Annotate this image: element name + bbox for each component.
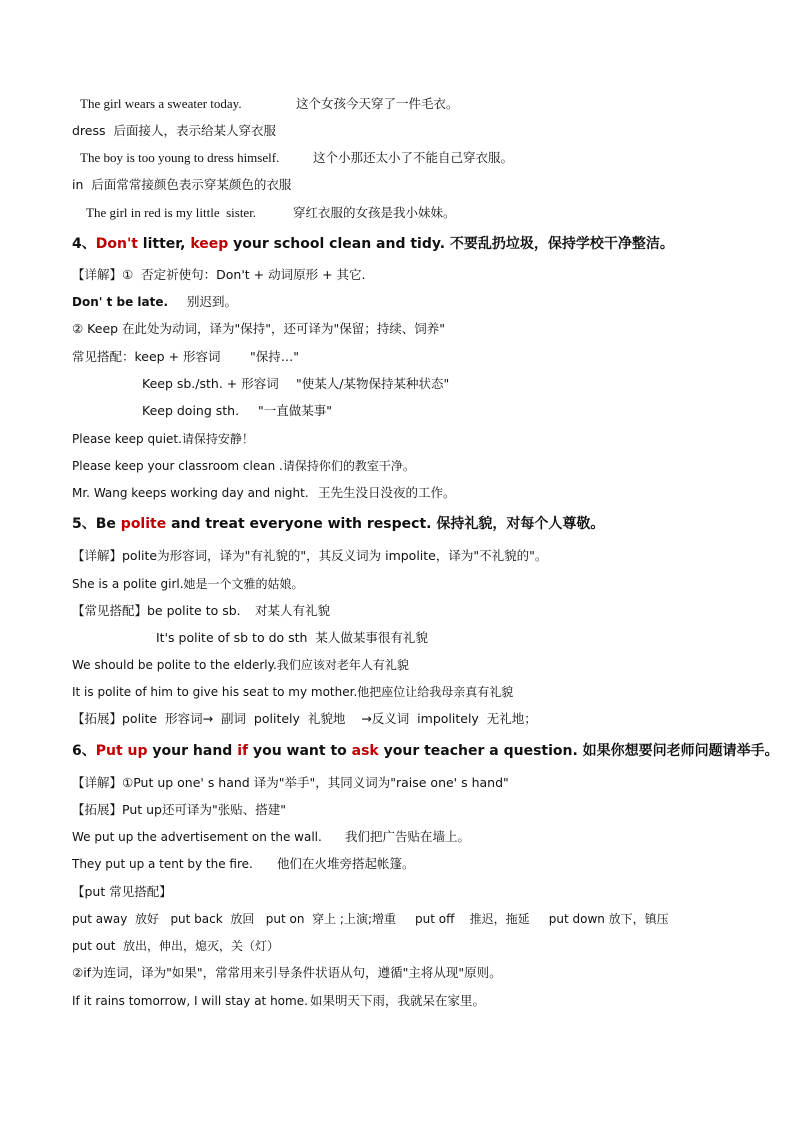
collocation-line: It's polite of sb to do sth 某人做某事很有礼貌 xyxy=(156,630,428,645)
subsection-title: 【put 常见搭配】 xyxy=(72,884,172,899)
collocation-meaning: "使某人/某物保持某种状态" xyxy=(296,376,450,391)
keyword-highlight: if xyxy=(237,743,249,759)
note-line: dress 后面接人，表示给某人穿衣服 xyxy=(72,123,276,138)
example-translation: 他们在火堆旁搭起帐篷。 xyxy=(277,856,415,871)
collocation-line: 常见搭配：keep + 形容词 xyxy=(72,349,221,364)
heading-number: 5、 xyxy=(72,516,96,532)
example-translation: 别迟到。 xyxy=(187,294,238,309)
example-english: The boy is too young to dress himself. xyxy=(80,150,280,165)
note-line: in 后面常常接颜色表示穿某颜色的衣服 xyxy=(72,177,292,192)
example-sentence: She is a polite girl.她是一个文雅的姑娘。 xyxy=(72,577,304,591)
collocation-meaning: "保持…" xyxy=(250,349,299,364)
heading-text: your hand xyxy=(147,743,238,759)
example-sentence: It is polite of him to give his seat to my mother.他把座位让给我母亲真有礼貌 xyxy=(72,685,514,699)
example-english: Don' t be late. xyxy=(72,295,169,309)
example-english: The girl wears a sweater today. xyxy=(80,96,242,111)
example-sentence xyxy=(80,95,242,113)
heading-text: and treat everyone with respect. 保持礼貌，对每个人尊敬。 xyxy=(166,516,605,532)
example-translation: 这个女孩今天穿了一件毛衣。 xyxy=(296,96,459,111)
detail-line: 【详解】① 否定祈使句：Don't + 动词原形 + 其它. xyxy=(72,267,366,282)
example-translation: 穿红衣服的女孩是我小妹妹。 xyxy=(293,205,456,220)
heading-text: Be xyxy=(95,516,121,532)
heading-number: 4、 xyxy=(72,236,96,252)
section-heading-6 xyxy=(72,742,779,760)
collocation-list: put away 放好 put back 放回 put on 穿上 ;上演;增重 put off 推迟，拖延 put down 放下，镇压 xyxy=(72,912,669,926)
example-english: Mr. Wang keeps working day and night. xyxy=(72,486,309,500)
example-translation: 我们把广告贴在墙上。 xyxy=(345,829,471,844)
keyword-highlight: polite xyxy=(120,516,167,532)
example-english: The girl in red is my little sister. xyxy=(86,205,257,220)
collocation-line: 【常见搭配】be polite to sb. xyxy=(72,603,241,618)
example-english: We put up the advertisement on the wall. xyxy=(72,830,322,844)
detail-line: ② Keep 在此处为动词，译为"保持"，还可译为"保留；持续、饲养" xyxy=(72,321,446,336)
example-sentence: Please keep your classroom clean .请保持你们的教室干净。 xyxy=(72,459,415,473)
extension-line: 【拓展】polite 形容词→ 副词 politely 礼貌地 →反义词 impolitely 无礼地； xyxy=(72,711,537,726)
collocation-line: Keep doing sth. xyxy=(142,403,240,418)
section-heading-5 xyxy=(72,515,604,533)
example-translation: 王先生没日没夜的工作。 xyxy=(318,485,456,500)
example-translation: 如果明天下雨，我就呆在家里。 xyxy=(310,993,486,1008)
collocation-meaning: "一直做某事" xyxy=(258,403,332,418)
heading-text: you want to xyxy=(248,743,352,759)
example-translation: 这个小那还太小了不能自己穿衣服。 xyxy=(313,150,514,165)
collocation-line: Keep sb./sth. + 形容词 xyxy=(142,376,279,391)
section-heading-4 xyxy=(72,235,674,253)
example-english: If it rains tomorrow, I will stay at home. xyxy=(72,994,308,1008)
detail-line: 【详解】polite为形容词，译为"有礼貌的"，其反义词为 impolite，译为"不礼貌的"。 xyxy=(72,548,548,563)
heading-number: 6、 xyxy=(72,743,96,759)
collocation-list: put out 放出，伸出，熄灭，关（灯） xyxy=(72,939,280,953)
heading-text: your school clean and tidy. 不要乱扔垃圾，保持学校干净整洁。 xyxy=(228,236,674,252)
example-sentence: We should be polite to the elderly.我们应该对老年人有礼貌 xyxy=(72,658,409,672)
keyword-highlight: Put up xyxy=(95,743,148,759)
heading-text: your teacher a question. 如果你想要问老师问题请举手。 xyxy=(378,743,779,759)
keyword-highlight: ask xyxy=(351,743,379,759)
example-english: They put up a tent by the fire. xyxy=(72,857,253,871)
detail-line: 【详解】①Put up one' s hand 译为"举手"，其同义词为"raise one' s hand" xyxy=(72,775,509,790)
detail-line: ②if为连词，译为"如果"，常常用来引导条件状语从句，遵循"主将从现"原则。 xyxy=(72,965,502,980)
example-sentence: Please keep quiet.请保持安静！ xyxy=(72,432,254,446)
heading-text: litter, xyxy=(137,236,191,252)
keyword-highlight: keep xyxy=(190,236,229,252)
extension-line: 【拓展】Put up还可译为"张贴、搭建" xyxy=(72,802,286,817)
keyword-highlight: Don't xyxy=(95,236,138,252)
collocation-meaning: 对某人有礼貌 xyxy=(255,603,331,618)
